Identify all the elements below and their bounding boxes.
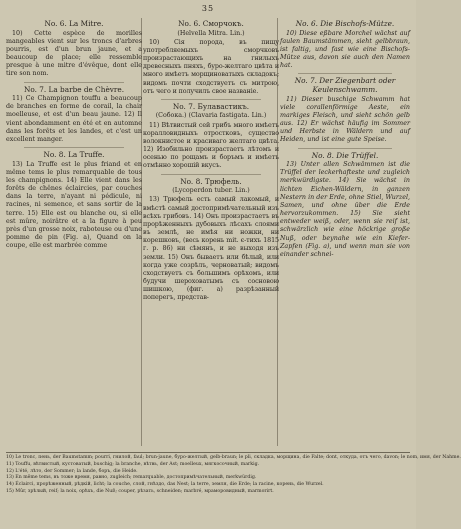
section-heading: No. 6. La Mitre.: [44, 19, 104, 28]
section-heading: No. 6. Die Bischofs-Mütze.: [295, 19, 395, 28]
footnote-rule: [6, 452, 410, 453]
french-column: [6, 18, 142, 446]
section-heading: No. 7. Булавастикъ.: [172, 101, 250, 111]
footnote: 13) En même tems, въ тоже время, равно, zugleich; remarquable, достопримѣчательный, merkwürdig.: [6, 475, 257, 481]
footnotes: [6, 455, 461, 496]
section-tryufel: [143, 178, 279, 303]
footnote: 12) L'été, лѣто, der Sommer; la lande, боръ, die Heide.: [6, 468, 138, 474]
footnote: 10) Le tronc, пень, der Baumstamm; pourri, гнилой, faul; brun-jaune, буро-желтый, gelb-braun; le pli, складка, морщина, die Falte; dont, откуда, отъ чего, davon; le nom, имя, der Nahme.: [6, 455, 461, 460]
section-barbe-de-chevre: [6, 86, 142, 145]
russian-column: [143, 18, 279, 446]
section-ziegenbart: [280, 77, 410, 144]
section-bischofs-muetze: [280, 20, 410, 70]
footnote: 15) Mûr, зрѣлый, reif; la noix, орѣхъ, die Nuß; couper, рѣзать, schneiden; marbré, мраморовидный, marmorirt.: [6, 488, 274, 494]
section-separator: [24, 147, 124, 148]
section-smorchok: [143, 20, 279, 96]
section-separator: [24, 82, 124, 83]
section-mitre: [6, 20, 142, 79]
section-latin-name: (Lycoperdon tuber. Lin.): [172, 187, 250, 195]
section-text: 11) Ce Champignon touffu a beaucoup de branches en forme de corail, la chair moelleuse, et est d'un beau jaune. 12) Il vient abondamment en été et en automne dans les forêts et les landes, et c'est un excellent manger.: [6, 95, 142, 143]
section-text: 13) La Truffe est le plus friand et en même tems le plus remarquable de tous les champignons. 14) Elle vient dans les forêts de chênes éclaircies, par couches dans la terre, n'ayant ni pédicule, ni racines, ni semence, et sans sortir de la terre. 15) Elle est ou blanche ou, si elle est mûre, noirâtre et a la figure à peu près d'un grosse noix, raboteuse ou d'une pomme de pin (Fig. a), Quand on la coupe, elle est marbrée comme: [6, 160, 142, 250]
section-heading: No. 7. Der Ziegenbart oder Keulenschwamm.: [294, 76, 396, 94]
section-separator: [161, 99, 261, 100]
section-separator: [298, 148, 392, 149]
page-number: 35: [201, 4, 215, 13]
section-heading: No. 8. Трюфель.: [180, 176, 242, 186]
section-text: 10) Cette espèce de morilles mangeables vient sur les troncs d'arbres pourris, est d'un brun jaune, et a beaucoup de place; elle ressemble presque à une mitre d'évêque, dont elle tire son nom.: [6, 29, 142, 78]
section-latin-name: (Собока.) (Clavaria fastigata. Lin.): [155, 112, 267, 120]
section-text: 13) Unter allen Schwämmen ist die Trüffel der leckerhafteste und zugleich merkwürdigste. 14) Sie wächst in lichten Eichen-Wäldern, in ganzen Nestern in der Erde, ohne Stiel, Wurzel, Samen, und ohne über die Erde hervorzukommen. 15) Sie sieht entweder weiß, oder, wenn sie reif ist, schwärzlich wie eine höckrige große Nuß, oder beynahe wie ein Kiefer-Zapfen (Fig. a), und wenn man sie von einander schnei-: [280, 161, 410, 258]
section-heading: No. 8. La Truffe.: [43, 150, 105, 160]
section-separator: [161, 174, 261, 175]
section-truffe: [6, 151, 142, 250]
section-heading: No. 8. Die Trüffel.: [311, 150, 379, 160]
section-latin-name: (Helvella Mitra. Lin.): [177, 29, 245, 37]
section-separator: [298, 73, 392, 74]
section-text: 10) Сія порода, въ пищу употребляемыхъ сморчковъ произрастающихъ на гнилыхъ древесныхъ пняхъ, буро-желтаго цвѣта и много имѣетъ морщиноватыхъ складокъ; видомъ почти сходствуетъ съ митрою, отъ чего и получилъ свое названіе.: [143, 38, 279, 95]
section-text: 11) Dieser buschige Schwamm hat viele corallenförmige Aeste, ein markiges Fleisch, und sieht schön gelb aus. 12) Er wächst häufig im Sommer und Herbste in Wäldern und auf Heiden, und ist eine gute Speise.: [280, 95, 410, 144]
section-text: 13) Трюфель есть самый лакомый, и вмѣстѣ самый достопримѣчательный изъ всѣхъ грибовъ. 14) Онъ произрастаетъ въ прорѣженныхъ дубовыхъ лѣсахъ слоями въ землѣ, не имѣя ни ножки, ни корешковъ, (весь корень mit. є-тихъ 1815 г. р. 86) ни сѣмянъ, и не выходя изъ земли. 15) Онъ бываетъ или бѣлый, или когда уже созрѣлъ, черноватый; видомъ сходствуетъ съ большимъ орѣхомъ, или будучи шероховатымъ съ сосновою шишкою, (фиг. a) разрѣзанный поперегъ, представ-: [143, 196, 279, 302]
footnote: 11) Touffu, вѣтвистый, кустоватый, buschig; la branche, вѣтвь, der Ast; moelleux, мягкосочный, markig.: [6, 461, 260, 467]
section-text: 10) Diese eßbare Morchel wächst auf faulen Baumstämmen, sieht gelbbraun, ist faltig, und fast wie eine Bischofs-Mütze aus, davon sie auch den Namen hat.: [280, 29, 410, 70]
section-trueffel: [280, 152, 410, 259]
footnote: 14) Éclairci, прорѣженный, рѣдкій, licht; la couche, слой, гнѣздо, das Nest; la terre, земля, die Erde; la racine, корень, die Wurzel.: [6, 482, 324, 488]
section-heading: No. 7. La barbe de Chèvre.: [23, 84, 125, 94]
german-column: [280, 18, 410, 446]
section-bulavastik: [143, 103, 279, 171]
section-heading: No. 6. Сморчокъ.: [178, 19, 244, 28]
section-text: 11) Вѣтвистый сей грибъ много имѣетъ коралловидныхъ отростковъ, существо волокнистое и красиваго желтаго цвѣта. 12) Изобильно произрастаетъ лѣтомъ и осенью по рощамъ и боръмъ и имѣетъ отмѣнно хорошій вкусъ.: [143, 121, 279, 170]
